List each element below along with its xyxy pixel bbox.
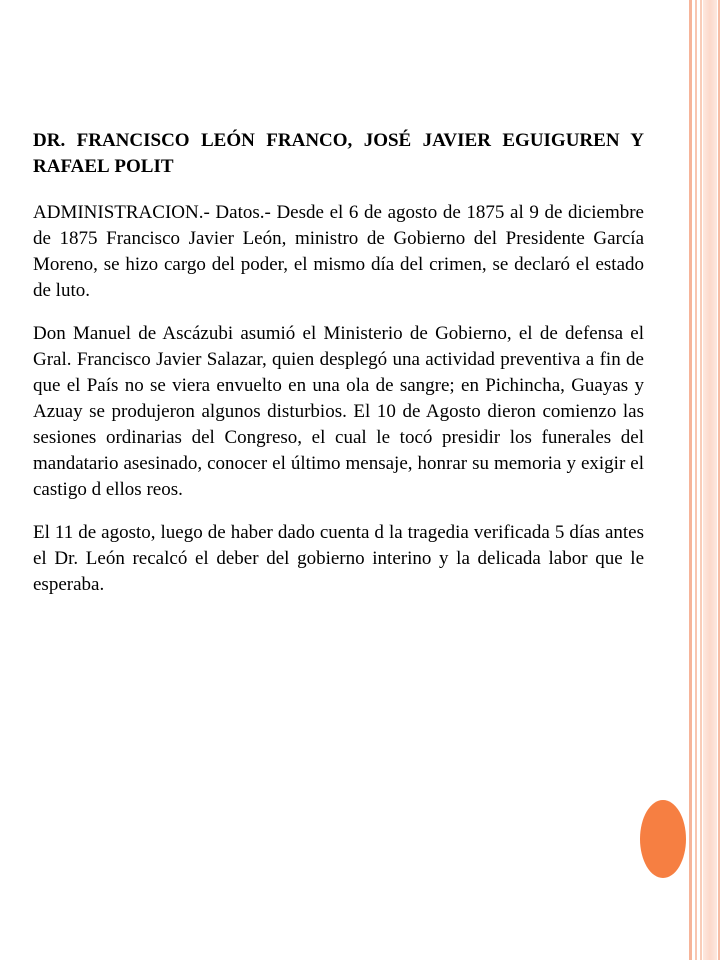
slide-content — [33, 128, 644, 598]
decorative-stripe-band — [703, 0, 717, 960]
decorative-stripe — [695, 0, 697, 960]
decorative-stripe — [689, 0, 692, 960]
paragraph-ministerio: Don Manuel de Ascázubi asumió el Ministerio de Gobierno, el de defensa el Gral. Francisco Javier Salazar, quien desplegó una actividad preventiva a fin de que el País no se viera envuelto en una ola de sangre; en Pichincha, Guayas y Azuay se produjeron algunos disturbios. El 10 de Agosto dieron comienzo las sesiones ordinarias del Congreso, el cual le tocó presidir los funerales del mandatario asesinado, conocer el último mensaje, honrar su memoria y exigir el castigo d ellos reos. — [33, 323, 644, 500]
slide-title: DR. FRANCISCO LEÓN FRANCO, JOSÉ JAVIER EGUIGUREN Y RAFAEL POLIT — [33, 130, 644, 177]
paragraph-11-agosto: El 11 de agosto, luego de haber dado cuenta d la tragedia verificada 5 días antes el Dr. León recalcó el deber del gobierno interino y la delicada labor que le esperaba. — [33, 522, 644, 595]
decorative-orange-oval — [640, 800, 686, 878]
paragraph-administracion: ADMINISTRACION.- Datos.- Desde el 6 de agosto de 1875 al 9 de diciembre de 1875 Francisco Javier León, ministro de Gobierno del Presidente García Moreno, se hizo cargo del poder, el mismo día del crimen, se declaró el estado de luto. — [33, 202, 644, 301]
decorative-stripe — [700, 0, 702, 960]
